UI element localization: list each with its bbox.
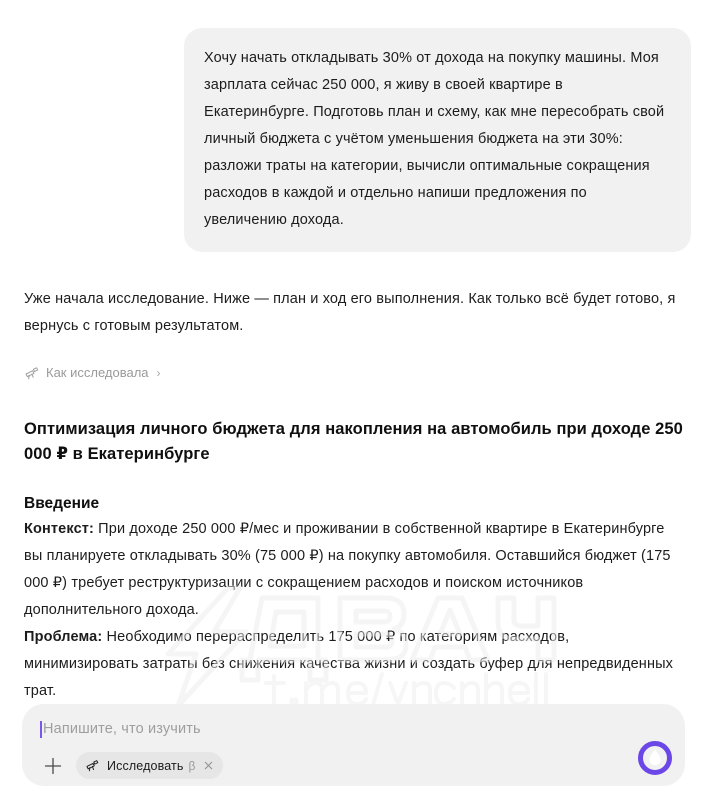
user-message-bubble bbox=[184, 28, 691, 252]
close-icon[interactable] bbox=[202, 760, 214, 772]
context-label: Контекст: bbox=[24, 521, 94, 537]
plus-icon bbox=[42, 755, 64, 777]
user-message-text: Хочу начать откладывать 30% от дохода на покупку машины. Моя зарплата сейчас 250 000, я живу в своей квартире в Екатеринбурге. Подготовь план и схему, как мне пересобрать свой личный бюджета с учётом уменьшения бюджета на эти 30%: разложи траты на категории, вычисли оптимальные сокращения расходов в каждой и отдельно напиши предложения по увеличению дохода. bbox=[204, 50, 665, 228]
alice-assistant-button[interactable] bbox=[638, 741, 672, 775]
beta-badge: β bbox=[188, 758, 196, 773]
context-paragraph bbox=[24, 516, 683, 624]
research-mode-chip[interactable] bbox=[76, 752, 223, 779]
telescope-icon bbox=[85, 758, 100, 773]
composer[interactable] bbox=[22, 704, 685, 786]
context-text: При доходе 250 000 ₽/мес и проживании в собственной квартире в Екатеринбурге вы планируете откладывать 30% (75 000 ₽) на покупку автомобиля. Оставшийся бюджет (175 000 ₽) требует реструктуризации с сокращением расходов и поиском источников дополнительного дохода. bbox=[24, 521, 671, 618]
problem-text: Необходимо перераспределить 175 000 ₽ по категориям расходов, минимизировать затраты без снижения качества жизни и создать буфер для непредвиденных трат. bbox=[24, 629, 674, 699]
telescope-icon bbox=[24, 365, 39, 380]
user-message-row bbox=[0, 0, 707, 252]
how-i-researched-label: Как исследовала bbox=[46, 365, 149, 380]
chevron-right-icon: › bbox=[156, 365, 161, 380]
document-title: Оптимизация личного бюджета для накопления на автомобиль при доходе 250 000 ₽ в Екатеринбурге bbox=[24, 420, 683, 463]
assistant-message bbox=[0, 286, 707, 732]
composer-input-placeholder[interactable]: Напишите, что изучить bbox=[43, 721, 201, 737]
composer-toolbar bbox=[40, 752, 669, 779]
composer-input-line[interactable] bbox=[40, 718, 669, 740]
text-cursor bbox=[40, 721, 42, 738]
problem-paragraph bbox=[24, 624, 683, 705]
how-i-researched-link[interactable] bbox=[24, 365, 161, 380]
assistant-intro-text: Уже начала исследование. Ниже — план и ход его выполнения. Как только всё будет готово, я вернусь с готовым результатом. bbox=[24, 291, 676, 334]
problem-label: Проблема: bbox=[24, 629, 103, 645]
section-heading-introduction: Введение bbox=[24, 495, 100, 512]
research-mode-label: Исследовать bbox=[107, 758, 184, 773]
composer-container bbox=[0, 704, 707, 800]
add-attachment-button[interactable] bbox=[40, 753, 66, 779]
alice-logo-icon bbox=[638, 741, 672, 775]
